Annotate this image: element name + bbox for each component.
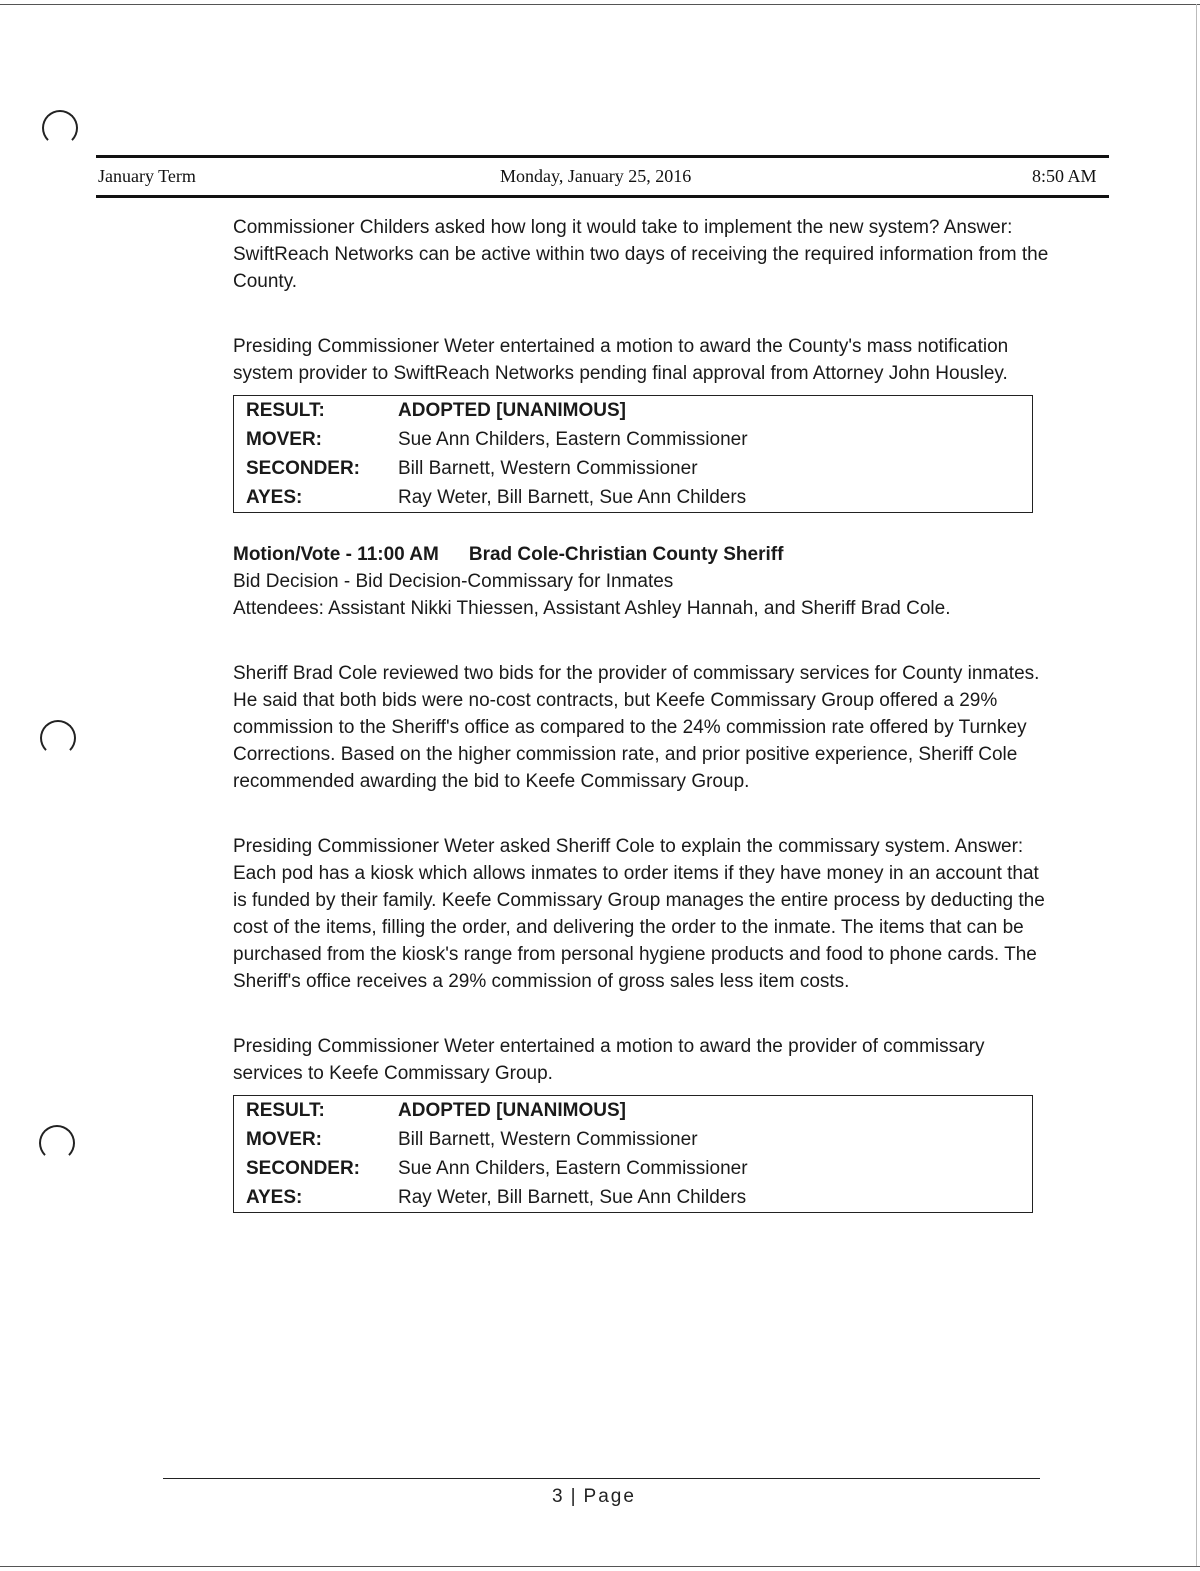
vote-value: Ray Weter, Bill Barnett, Sue Ann Childers xyxy=(398,487,747,508)
vote-row-mover xyxy=(234,425,1033,454)
vote-label: MOVER: xyxy=(246,1129,322,1150)
header-date: Monday, January 25, 2016 xyxy=(500,166,692,186)
vote-row-ayes xyxy=(234,1183,1033,1213)
vote-result-table-2 xyxy=(233,1095,1033,1213)
vote-row-mover xyxy=(234,1125,1033,1154)
bid-decision-line: Bid Decision - Bid Decision-Commissary for Inmates xyxy=(233,571,674,592)
header-rule-bottom xyxy=(96,195,1109,198)
page-edge-top xyxy=(0,4,1200,5)
vote-label: AYES: xyxy=(246,1187,303,1208)
footer-rule xyxy=(163,1478,1040,1479)
vote-row-ayes xyxy=(234,483,1033,513)
motion-presenter: Brad Cole-Christian County Sheriff xyxy=(468,544,784,565)
vote-row-result xyxy=(234,396,1033,426)
paragraph-implementation-question: Commissioner Childers asked how long it would take to implement the new system? Answer: SwiftReach Networks can be active within two days of receiving the required information from the County. xyxy=(233,217,1049,292)
punch-hole-icon xyxy=(39,1125,75,1161)
vote-label: RESULT: xyxy=(246,400,325,421)
vote-value: ADOPTED [UNANIMOUS] xyxy=(398,1100,626,1121)
page-number-value: 3 xyxy=(552,1486,565,1507)
vote-value: ADOPTED [UNANIMOUS] xyxy=(398,400,626,421)
vote-value: Ray Weter, Bill Barnett, Sue Ann Childers xyxy=(398,1187,747,1208)
paragraph-sheriff-review: Sheriff Brad Cole reviewed two bids for the provider of commissary services for County inmates. He said that both bids were no-cost contracts, but Keefe Commissary Group offered a 29% commission to the Sheriff's office as compared to the 24% commission rate offered by Turnkey Corrections. Based on the higher commission rate, and prior positive experience, Sheriff Cole recommended awarding the bid to Keefe Commissary Group. xyxy=(233,663,1040,792)
page-edge-right xyxy=(1196,4,1197,1566)
minutes-body xyxy=(233,214,1053,1213)
vote-label: SECONDER: xyxy=(246,458,361,479)
vote-value: Sue Ann Childers, Eastern Commissioner xyxy=(398,1158,748,1179)
attendees-line: Attendees: Assistant Nikki Thiessen, Assistant Ashley Hannah, and Sheriff Brad Cole. xyxy=(233,598,951,619)
vote-row-seconder xyxy=(234,1154,1033,1183)
vote-label: SECONDER: xyxy=(246,1158,361,1179)
vote-value: Sue Ann Childers, Eastern Commissioner xyxy=(398,429,748,450)
page-separator: | xyxy=(570,1486,578,1507)
paragraph-keefe-motion: Presiding Commissioner Weter entertained a motion to award the provider of commissary services to Keefe Commissary Group. xyxy=(233,1036,985,1084)
vote-row-seconder xyxy=(234,454,1033,483)
paragraph-commissary-explanation: Presiding Commissioner Weter asked Sheriff Cole to explain the commissary system. Answer: Each pod has a kiosk which allows inmates to order items if they have money in an account that is funded by their family. Keefe Commissary Group manages the entire process by deducting the cost of the items, filling the order, and delivering the order to the inmate. The items that can be purchased from the kiosk's range from personal hygiene products and food to phone cards. The Sheriff's office receives a 29% commission of gross sales less item costs. xyxy=(233,836,1045,992)
vote-value: Bill Barnett, Western Commissioner xyxy=(398,458,698,479)
motion-time: Motion/Vote - 11:00 AM xyxy=(233,544,439,565)
vote-row-result xyxy=(234,1096,1033,1126)
paragraph-swiftreach-motion: Presiding Commissioner Weter entertained a motion to award the County's mass notification system provider to SwiftReach Networks pending final approval from Attorney John Housley. xyxy=(233,336,1009,384)
vote-label: MOVER: xyxy=(246,429,322,450)
vote-label: AYES: xyxy=(246,487,303,508)
header-rule-top xyxy=(96,155,1109,158)
header-term: January Term xyxy=(98,166,196,186)
vote-value: Bill Barnett, Western Commissioner xyxy=(398,1129,698,1150)
punch-hole-icon xyxy=(40,720,76,756)
page-word: Page xyxy=(583,1486,636,1507)
header-time: 8:50 AM xyxy=(1032,166,1097,186)
page-number xyxy=(552,1486,636,1508)
vote-result-table-1 xyxy=(233,395,1033,513)
page-edge-bottom xyxy=(0,1566,1200,1567)
vote-label: RESULT: xyxy=(246,1100,325,1121)
motion-vote-heading xyxy=(233,541,1053,568)
punch-hole-icon xyxy=(42,110,78,146)
